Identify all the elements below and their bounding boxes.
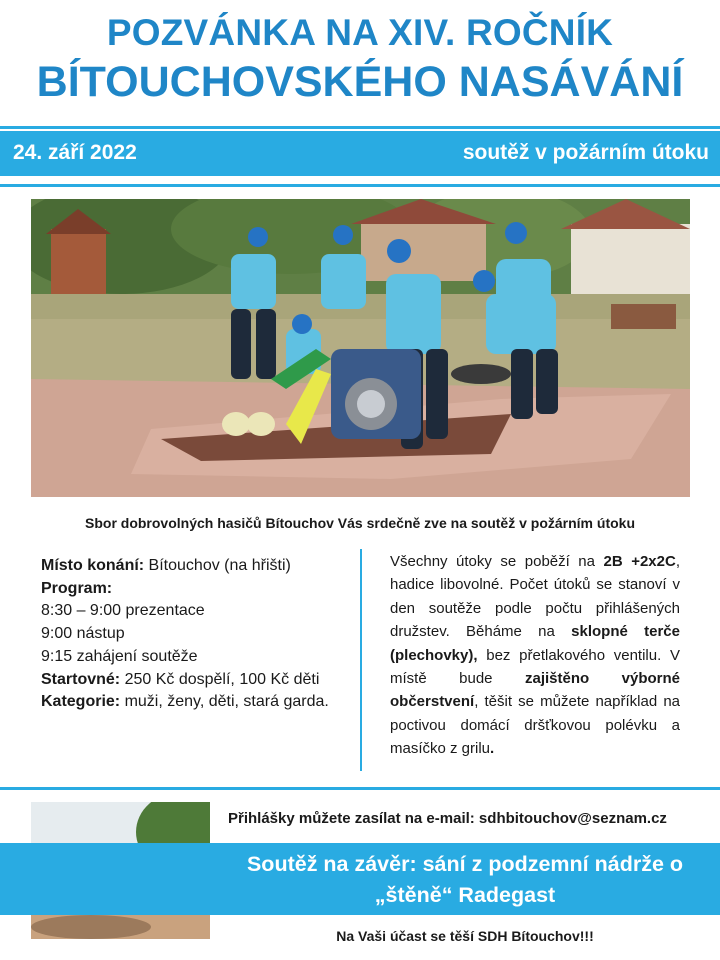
invitation-text: Sbor dobrovolných hasičů Bítouchov Vás srdečně zve na soutěž v požárním útoku (85, 515, 635, 531)
fee-value: 250 Kč dospělí, 100 Kč děti (120, 670, 320, 688)
program-item: 9:00 nástup (41, 625, 125, 643)
divider-top (0, 126, 720, 129)
divider-banner-bottom (0, 184, 720, 187)
event-date: 24. září 2022 (13, 141, 137, 164)
divider-bottom (0, 787, 720, 790)
event-info (41, 555, 351, 714)
final-contest-band (0, 843, 720, 915)
email-line: Přihlášky můžete zasílat na e-mail: sdhbitouchov@seznam.cz (228, 810, 667, 827)
title-line-1: POZVÁNKA NA XIV. ROČNÍK (106, 12, 614, 53)
category-value: muži, ženy, děti, stará garda. (120, 693, 329, 711)
rules-text: Všechny útoky se poběží na 2B +2x2C, hadice libovolné. Počet útoků se stanoví v den soutěže podle počtu přihlášených družstev. Běháme na sklopné terče (plechovky), bez přetlakového ventilu. V místě bude zajištěno výborné občerstvení, těšit se můžete například na poctivou domácí dršťkovou polévku a masíčko z grilu. (390, 553, 680, 758)
date-banner (0, 131, 720, 176)
venue-value: Bítouchov (na hřišti) (144, 557, 291, 574)
fee-label: Startovné: (41, 670, 121, 688)
venue-label: Místo konání: (41, 557, 145, 574)
main-photo (31, 199, 690, 497)
program-item: 9:15 zahájení soutěže (41, 647, 198, 665)
program-item: 8:30 – 9:00 prezentace (41, 602, 205, 620)
closing-text: Na Vaši účast se těší SDH Bítouchov!!! (336, 928, 594, 944)
title-line-2: BÍTOUCHOVSKÉHO NASÁVÁNÍ (36, 58, 684, 106)
program-label: Program: (41, 579, 113, 597)
category-label: Kategorie: (41, 693, 121, 711)
column-divider (360, 549, 362, 771)
final-contest-text: Soutěž na závěr: sání z podzemní nádrže o „štěně“ Radegast (246, 852, 684, 907)
event-type: soutěž v požárním útoku (462, 141, 709, 164)
